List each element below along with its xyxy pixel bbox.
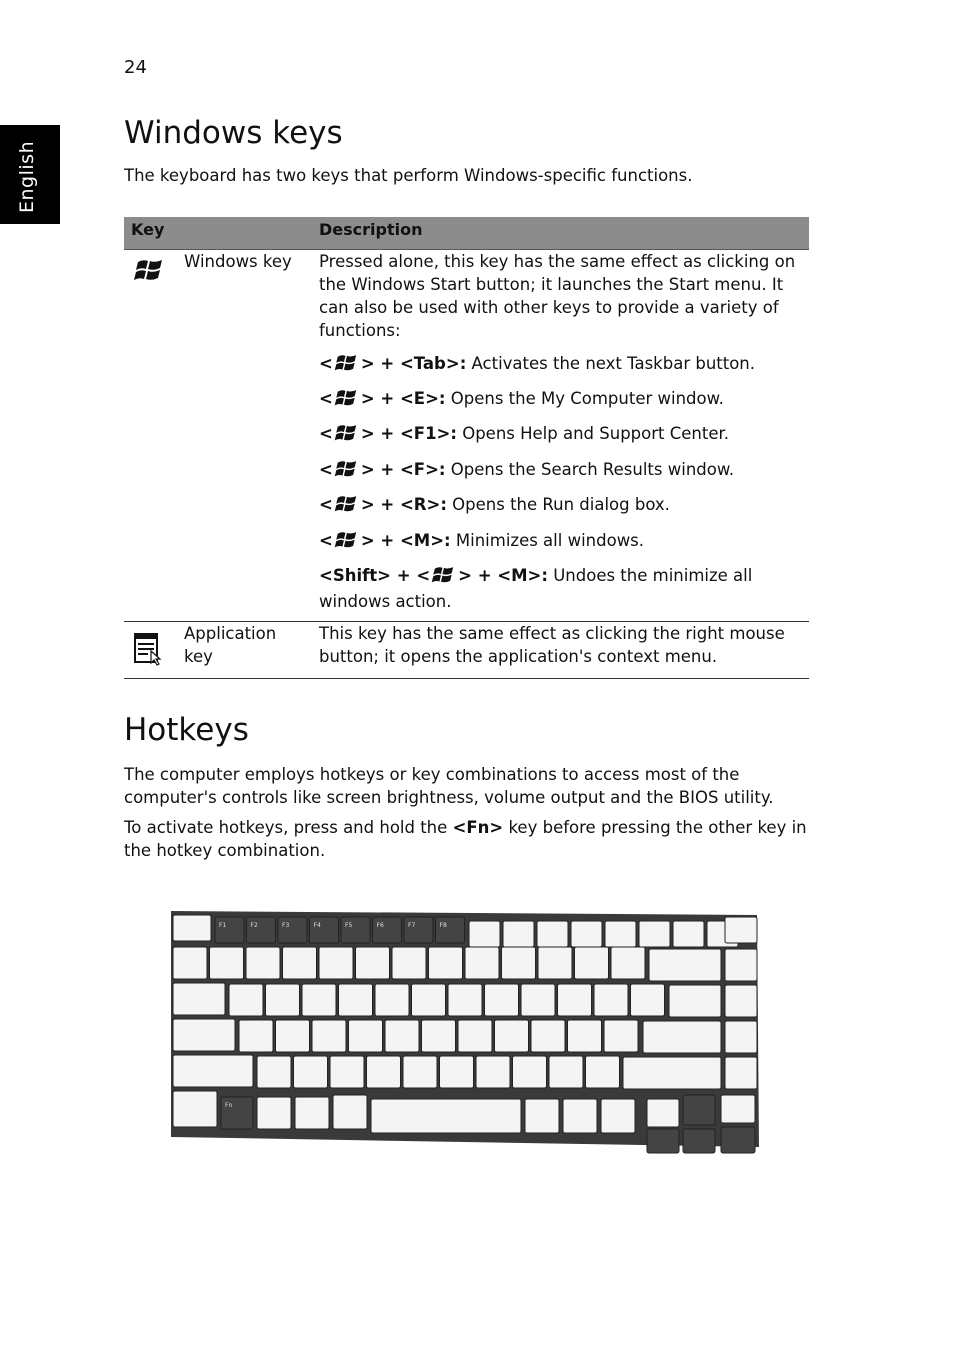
function-key bbox=[373, 917, 402, 943]
header-description: Description bbox=[319, 220, 423, 239]
keyboard-key bbox=[294, 1056, 328, 1088]
keyboard-key bbox=[601, 1099, 635, 1133]
keyboard-key bbox=[669, 985, 721, 1017]
keyboard-key bbox=[558, 984, 592, 1016]
keyboard-key bbox=[173, 947, 207, 979]
windows-logo-icon bbox=[134, 256, 166, 286]
combo-row bbox=[319, 529, 644, 552]
combo-desc: Opens the Search Results window. bbox=[445, 460, 735, 479]
keyboard-key bbox=[333, 1095, 367, 1129]
hotkeys-paragraph-2 bbox=[124, 816, 814, 862]
keyboard-key bbox=[412, 984, 446, 1016]
combo-row bbox=[319, 458, 734, 481]
keyboard-key bbox=[571, 921, 602, 947]
keyboard-key bbox=[725, 1057, 757, 1089]
keyboard-key bbox=[349, 1020, 383, 1052]
combo-row bbox=[319, 493, 670, 516]
function-key bbox=[278, 917, 307, 943]
fkey-label: F7 bbox=[408, 922, 416, 929]
keyboard-key bbox=[422, 1020, 456, 1052]
keyboard-key bbox=[239, 1020, 273, 1052]
combo-row bbox=[319, 352, 755, 375]
hotkeys-p2-before: To activate hotkeys, press and hold the bbox=[124, 818, 453, 837]
keyboard-key bbox=[643, 1021, 721, 1053]
windows-logo-icon bbox=[333, 387, 361, 410]
function-key bbox=[436, 917, 465, 943]
combo-desc: Opens the My Computer window. bbox=[445, 389, 724, 408]
keyboard-key bbox=[605, 921, 636, 947]
combo-desc: Activates the next Taskbar button. bbox=[466, 354, 756, 373]
combo-desc: Minimizes all windows. bbox=[450, 531, 645, 550]
combo-desc: Opens Help and Support Center. bbox=[456, 424, 730, 443]
keyboard-key bbox=[476, 1056, 510, 1088]
fkey-label: F2 bbox=[250, 922, 258, 929]
table-bottom-rule bbox=[124, 678, 809, 679]
keyboard-key bbox=[465, 947, 499, 979]
fkey-label: F6 bbox=[376, 922, 384, 929]
hotkeys-p2-after: key before pressing the other key in the hotkey combination. bbox=[124, 818, 807, 860]
up-arrow-key bbox=[683, 1095, 715, 1125]
function-key bbox=[404, 917, 433, 943]
keyboard-key bbox=[257, 1056, 291, 1088]
hotkeys-paragraph-1: The computer employs hotkeys or key combinations to access most of the computer's controls like screen brightness, volume output and the BIOS utility. bbox=[124, 765, 774, 807]
function-key bbox=[247, 917, 276, 943]
fkey-label: F8 bbox=[439, 922, 447, 929]
function-key bbox=[310, 917, 339, 943]
keyboard-key bbox=[246, 947, 280, 979]
keyboard-key bbox=[367, 1056, 401, 1088]
keyboard-key bbox=[604, 1020, 638, 1052]
combo-open-bracket: < bbox=[319, 389, 333, 408]
combo-shift-m bbox=[319, 564, 752, 587]
application-key-name bbox=[184, 622, 276, 668]
section-title-hotkeys: Hotkeys bbox=[124, 712, 249, 748]
fkey-label: F4 bbox=[313, 922, 321, 929]
keyboard-key bbox=[538, 947, 572, 979]
language-tab bbox=[0, 125, 60, 224]
keyboard-key bbox=[485, 984, 519, 1016]
windows-logo-icon bbox=[333, 529, 361, 552]
fn-key-text: <Fn> bbox=[452, 818, 504, 837]
windows-key-description: Pressed alone, this key has the same effect as clicking on the Windows Start button; it launches the Start menu. It can also be used with other keys to provide a variety of functions: bbox=[319, 252, 796, 340]
keyboard-key bbox=[725, 917, 757, 943]
language-tab-label: English bbox=[16, 140, 38, 213]
combo-keys: > + <E>: bbox=[360, 389, 446, 408]
combo-keys: > + <Tab>: bbox=[360, 354, 467, 373]
combo-shift-prefix: <Shift> + < bbox=[319, 566, 431, 585]
keyboard-key bbox=[330, 1056, 364, 1088]
fkey-label: F3 bbox=[282, 922, 290, 929]
windows-keys-intro: The keyboard has two keys that perform Windows-specific functions. bbox=[124, 166, 693, 185]
keyboard-key bbox=[639, 921, 670, 947]
keyboard-key bbox=[429, 947, 463, 979]
fkey-label: Fn bbox=[225, 1102, 233, 1109]
keyboard-key bbox=[173, 983, 225, 1015]
keyboard-key bbox=[563, 1099, 597, 1133]
combo-open-bracket: < bbox=[319, 531, 333, 550]
windows-logo-icon bbox=[430, 564, 458, 587]
combo-open-bracket: < bbox=[319, 424, 333, 443]
combo-keys: > + <F>: bbox=[360, 460, 446, 479]
combo-open-bracket: < bbox=[319, 495, 333, 514]
application-key-icon bbox=[132, 632, 166, 666]
keyboard-key bbox=[623, 1057, 721, 1089]
keyboard-key bbox=[229, 984, 263, 1016]
keyboard-key bbox=[210, 947, 244, 979]
keyboard-key bbox=[531, 1020, 565, 1052]
windows-logo-icon bbox=[333, 493, 361, 516]
keyboard-key bbox=[257, 1097, 291, 1129]
keyboard-key bbox=[725, 985, 757, 1017]
windows-logo-icon bbox=[333, 458, 361, 481]
keyboard-key bbox=[537, 921, 568, 947]
keyboard-key bbox=[266, 984, 300, 1016]
function-key bbox=[215, 917, 244, 943]
combo-desc: Opens the Run dialog box. bbox=[446, 495, 670, 514]
combo-keys: > + <F1>: bbox=[360, 424, 457, 443]
keyboard-key bbox=[721, 1095, 755, 1123]
keyboard-key bbox=[295, 1097, 329, 1129]
page-number: 24 bbox=[124, 57, 147, 78]
left-arrow-key bbox=[647, 1129, 679, 1153]
keyboard-key bbox=[339, 984, 373, 1016]
combo-keys: > + <R>: bbox=[360, 495, 447, 514]
application-key-description: This key has the same effect as clicking the right mouse button; it opens the application's context menu. bbox=[319, 624, 785, 666]
keyboard-illustration bbox=[165, 907, 763, 1157]
right-arrow-key bbox=[721, 1127, 755, 1153]
keyboard-key bbox=[173, 1055, 253, 1087]
section-title-windows-keys: Windows keys bbox=[124, 115, 343, 151]
keyboard-key bbox=[549, 1056, 583, 1088]
keyboard-key bbox=[385, 1020, 419, 1052]
application-key-name-line2: key bbox=[184, 647, 213, 666]
keyboard-key bbox=[673, 921, 704, 947]
keyboard-key bbox=[568, 1020, 602, 1052]
keyboard-key bbox=[276, 1020, 310, 1052]
keyboard-key bbox=[631, 984, 665, 1016]
combo-open-bracket: < bbox=[319, 460, 333, 479]
combo-keys: > + <M>: bbox=[360, 531, 451, 550]
keyboard-key bbox=[502, 947, 536, 979]
keyboard-key bbox=[173, 1019, 235, 1051]
keyboard-key bbox=[525, 1099, 559, 1133]
header-key: Key bbox=[131, 220, 165, 239]
keyboard-key bbox=[392, 947, 426, 979]
keyboard-key bbox=[647, 1099, 679, 1127]
keyboard-key bbox=[312, 1020, 346, 1052]
keyboard-key bbox=[503, 921, 534, 947]
keyboard-key bbox=[375, 984, 409, 1016]
combo-row bbox=[319, 387, 724, 410]
keyboard-key bbox=[513, 1056, 547, 1088]
keyboard-key bbox=[440, 1056, 474, 1088]
keyboard-key bbox=[594, 984, 628, 1016]
keyboard-key bbox=[725, 949, 757, 981]
windows-logo-icon bbox=[333, 422, 361, 445]
combo-shift-desc-2: windows action. bbox=[319, 592, 452, 611]
function-key bbox=[341, 917, 370, 943]
keyboard-key bbox=[319, 947, 353, 979]
windows-key-name: Windows key bbox=[184, 252, 292, 271]
keyboard-key bbox=[469, 921, 500, 947]
fkey-label: F5 bbox=[345, 922, 353, 929]
keyboard-key bbox=[521, 984, 555, 1016]
fkey-label: F1 bbox=[219, 922, 227, 929]
keyboard-key bbox=[575, 947, 609, 979]
keyboard-key bbox=[649, 949, 721, 981]
keyboard-key bbox=[356, 947, 390, 979]
down-arrow-key bbox=[683, 1129, 715, 1153]
windows-logo-icon bbox=[333, 352, 361, 375]
keyboard-key bbox=[586, 1056, 620, 1088]
combo-shift-keys: > + <M>: bbox=[458, 566, 548, 585]
application-key-name-line1: Application bbox=[184, 624, 277, 643]
keyboard-key bbox=[403, 1056, 437, 1088]
keyboard-key bbox=[448, 984, 482, 1016]
keyboard-key bbox=[283, 947, 317, 979]
combo-open-bracket: < bbox=[319, 354, 333, 373]
keyboard-key bbox=[458, 1020, 492, 1052]
esc-key bbox=[173, 915, 211, 941]
keyboard-key bbox=[611, 947, 645, 979]
keyboard-key bbox=[173, 1091, 217, 1127]
table-header bbox=[124, 217, 809, 250]
spacebar bbox=[371, 1099, 521, 1133]
combo-row bbox=[319, 422, 729, 445]
keyboard-key bbox=[302, 984, 336, 1016]
keyboard-key bbox=[725, 1021, 757, 1053]
combo-shift-desc: Undoes the minimize all bbox=[547, 566, 753, 585]
keyboard-key bbox=[495, 1020, 529, 1052]
